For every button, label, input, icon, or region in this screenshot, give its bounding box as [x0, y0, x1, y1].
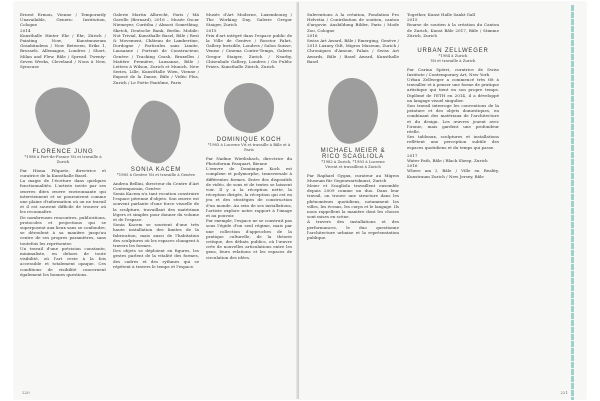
artist-essay: Par Nadine Wietlisbach, directrice du Photoforum Pasquart, Bienne L'œuvre de Dominique Koch est complexe et polymorphe, transversale à différentes formes. Entre des dispositifs de vidéo, de sons et de textes se laissent voir. Il y a la réception nette, la réception dirigée, la réception qui est en jeu et des stratégies de construction d'un monde. Au sein de ses installations, l'artiste explore notre rapport à l'image et au pouvoir. Par exemple, l'espace ne se construit pas sous l'égide d'un seul régime, mais par une collection d'approches de la pratique culturelle, de la théorie critique, des débats publics, où l'œuvre crée de nouvelles articulations entre les gens, leurs relations et les espaces de circulation des idées.: [206, 155, 292, 260]
artist-shape: [326, 76, 380, 145]
page-number-left: 220: [22, 390, 30, 395]
artist-name: DOMINIQUE KOCH: [216, 137, 282, 144]
previous-entry-text: Subventions à la création, Fondation Pro Helvetia / Contribution de soutien, canton d'argovie. Ausbildung Bilder, Paris / Mode Zoo, Cologne 2016 Swiss Art Award, Bâle / Emerging, Genève / 2015 Luxury Gift, Migros Museum, Zurich / Chroniques d'Amour, Palais / Swiss Art Awards, Bâle / Basel Award, Kunsthalle Basel: [307, 12, 399, 64]
artist-essay: Par Carina Spörri, curatrice de Swiss Institute / Contemporary Art, New York Urban Zellweger a commencé très tôt à travailler et à penser une forme de pratique artistique qui tient en son propre temps. Diplômé de l'ETH en 2014, il a développé un langage visuel singulier. Son travail interroge les conventions de la peinture et des objets domestiques, en combinant des matériaux de l'architecture et du design. Les œuvres jouent avec l'ironie, mais gardent une profondeur réelle. Ses tableaux, sculptures et installations reflètent une perception subtile des espaces quotidiens et du temps qui passe.: [407, 66, 499, 150]
column-dominique-koch: [206, 12, 292, 392]
artist-bio-line: *1984 à Zurich Vit et travaille à Zurich: [430, 53, 476, 63]
column-sonia-kacem: [113, 12, 199, 392]
artist-bio-line: *1985 à Genève Vit et travaille à Genève: [116, 171, 196, 177]
artist-bio-line: *1982 à Zurich, *1983 à Lucerne Vivent et travaillent à Zurich: [321, 159, 385, 169]
artist-name: URBAN ZELLWEGER: [417, 48, 489, 55]
artist-bio-line: *1983 à Lucerne Vit et travaille à Bâle et à Paris: [207, 142, 291, 153]
artist-shape: [32, 84, 94, 149]
artist-essay: Andrea Bellini, directeur du Centre d'Art Contemporain, Genève Sonia Kacem n'a tant vocation construire l'espace pérenne d'objets. Son œuvre est souvent parlante d'une force visuelle de la sculpture, travaillant des matériaux légers et simples pour donner du volume et de l'espace. Sonia Kacem se souvient d'une très haute installation des limites de la fabrication, mais aussi de l'habitation des sculptures où les espaces changent à travers les formes. Des objets se déploient en figures, les gestes parlent de la vitalité des formes, des cadres et des rythmes qui se répètent à travers le temps et l'espace.: [113, 180, 199, 269]
artist-essay: Par Hiona Pilquete, directrice et curatrice de la Kunsthalle Basel. La magie de l'écriture dans quelques fonctionnalités. L'artiste invite par ses œuvres dites œuvre environnante qui interviennent et se poursuivent comme une plaine d'information où on ne travail et il est souvent difficile de trouver où les reconnaître. De nombreuses rencontres, publications, protocoles et projections qui se superposent aux lieux sans se confondre, se déroulent à sa manière jusqu'au centre de ses propres paramètres, sans toutefois les représenter. Un travail d'une précision constante, minimaliste, en dehors de toute visibilité, où l'art reste à la fois accessible et totalement opaque. Ces conditions de visibilité concernent également les bonnes questions.: [20, 167, 106, 277]
right-page: [299, 2, 586, 399]
column-urban-zellweger: [407, 12, 499, 392]
exhibitions-list: 2017 Water Path, Bâle / Black Sheep, Zurich 2016 Where am I, Bâle / Ville en Reality, Kunstraum Zurich / New Jersey, Bâle: [407, 152, 499, 179]
artist-shape: [224, 83, 274, 133]
previous-entry-text: Together, Kunst Halle Sankt Gall 2015 Bourse de soutien à la création du Canton de Zurich, Kunst Bâle 2017, Bâle / Stimme Zürich, Zurich: [407, 12, 499, 38]
artist-bio-line: *1986 à Fort-de-France Vit et travaille à Zurich: [24, 154, 102, 165]
artist-name: SONIA KACEM: [130, 166, 182, 173]
column-meier-scagliola: [307, 12, 399, 392]
previous-entry-text: Ernest Ermon, Vienne / Temporarily Unavailable, Generic Institution, Cologne 2014 Kunsthalle Hinter Ehr / Ehr, Zürich / Painting Now, Kunstmuseum Graubündens / Now Between, Eriks 1, Brussels. Allemagne, Londres / Short, Milan and Flew, Bâle / Spread. Twenty-Seven Weeks, Cleveland / Nous à New, Syracuse: [20, 12, 106, 70]
artist-shape: [129, 99, 183, 166]
left-page: [14, 2, 301, 399]
page-edge-tab: [571, 5, 574, 400]
artist-essay: Par Raphael Gygax, curateur au Migros Museum für Gegenwartskunst, Zurich Meier et Scagliola travaillent ensemble depuis 2009 comme un duo. Dans leur travail, on trouve une structure dans les phénomènes quotidiens, notamment les villes, les écrans, les corps et le langage. Ils nous rappellent la manière dont les choses sont mises en scène. À travers des installations et des performances, le duo questionne l'architecture urbaine et la représentation publique.: [307, 172, 399, 241]
artist-name: FLORENCE JUNG: [32, 149, 94, 156]
column-florence-jung: [20, 12, 106, 392]
previous-entry-text: Musée d'Art Moderne, Luxembourg / The Working Day, Galerie Gregor Staiger, Zurich 2015 Prix d'art intégré dans l'espace public de la Ville de Genève / Rosstor Fahrt, Gallery Invisible, Londres / Salon Suisse, Venise / Cinema Contre-Temps, Galerie Gregor Staiger, Zurich / Nearby, Chisenhale Gallery, Londres / On Public Prizes. Kunsthalle Zürich, Zurich: [206, 12, 292, 70]
page-number-right: 221: [560, 390, 568, 395]
artist-name: MICHAEL MEIER & RICO SCAGLIOLA: [320, 148, 386, 161]
previous-entry-text: Galerie Martin Albrecht, Paris / Mä Gavelle (Bernard), 2016 – Musée Oscar Niemeyer, Curitiba / Almost Something. Sketch, Deutsche Bank, Berlin. Mobile: Not Trivial, Kunsthalle Basel, Bâle / Rest & Movement, Château de Lambertine, Dordogne / Particules sans Limite, Lausanne / Portrait de Constructeur, Genève / Tracking Crash, Bruxelles / Matière Première, Lausanne, Bâle / Lettres à Wilson, Zurich et Munich. New Series, Lille, KunstHalle Wien, Vienne / Exposé de la Danse, Bâle / Vidéo Plus, Zurich / Le Poète Fantôme, Paris: [113, 12, 201, 85]
